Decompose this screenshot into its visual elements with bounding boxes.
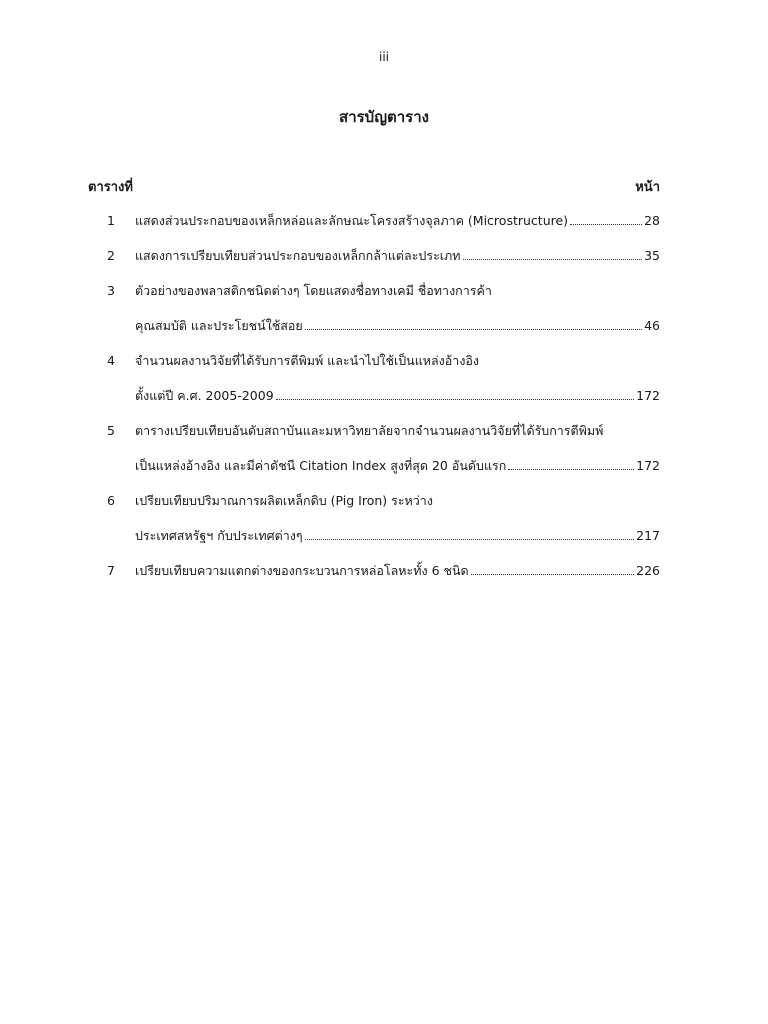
entry-page: 35 bbox=[644, 248, 660, 263]
entry-number: 2 bbox=[107, 248, 115, 263]
entry-number: 5 bbox=[107, 423, 115, 438]
dot-leader bbox=[463, 258, 643, 260]
entry-title: ตารางเปรียบเทียบอันดับสถาบันและมหาวิทยาลัยจากจำนวนผลงานวิจัยที่ได้รับการตีพิมพ์ bbox=[135, 423, 604, 438]
entry-title: แสดงการเปรียบเทียบส่วนประกอบของเหล็กกล้าแต่ละประเภท bbox=[135, 248, 461, 263]
toc-entry bbox=[104, 211, 660, 231]
toc-entry bbox=[104, 351, 660, 371]
toc-entry bbox=[104, 246, 660, 266]
entry-title-line2: ตั้งแต่ปี ค.ศ. 2005-2009 bbox=[135, 388, 274, 403]
toc-entry-continuation bbox=[104, 316, 660, 336]
toc-entry bbox=[104, 421, 660, 441]
dot-leader bbox=[305, 538, 635, 540]
entry-title-line2: เป็นแหล่งอ้างอิง และมีค่าดัชนี Citation Index สูงที่สุด 20 อันดับแรก bbox=[135, 458, 507, 473]
entry-page: 28 bbox=[644, 213, 660, 228]
entry-number: 1 bbox=[107, 213, 115, 228]
entry-number: 3 bbox=[107, 283, 115, 298]
entry-page: 226 bbox=[636, 563, 660, 578]
page-number: iii bbox=[378, 50, 389, 64]
toc-entry-continuation bbox=[104, 456, 660, 476]
entry-title: เปรียบเทียบความแตกต่างของกระบวนการหล่อโลหะทั้ง 6 ชนิด bbox=[135, 563, 469, 578]
toc-entry bbox=[104, 561, 660, 581]
page-title: สารบัญตาราง bbox=[339, 108, 429, 126]
entry-title: จำนวนผลงานวิจัยที่ได้รับการตีพิมพ์ และนำไปใช้เป็นแหล่งอ้างอิง bbox=[135, 353, 480, 368]
dot-leader bbox=[305, 328, 642, 330]
dot-leader bbox=[570, 223, 642, 225]
entry-page: 217 bbox=[636, 528, 660, 543]
header-table-number: ตารางที่ bbox=[88, 180, 133, 195]
entry-title: เปรียบเทียบปริมาณการผลิตเหล็กดิบ (Pig Iron) ระหว่าง bbox=[135, 493, 433, 508]
dot-leader bbox=[508, 468, 634, 470]
toc-entry bbox=[104, 491, 660, 511]
entry-page: 172 bbox=[636, 458, 660, 473]
entry-title: แสดงส่วนประกอบของเหล็กหล่อและลักษณะโครงสร้างจุลภาค (Microstructure) bbox=[135, 213, 569, 228]
entry-page: 172 bbox=[636, 388, 660, 403]
entry-page: 46 bbox=[644, 318, 660, 333]
entry-title-line2: คุณสมบัติ และประโยชน์ใช้สอย bbox=[135, 318, 303, 333]
dot-leader bbox=[471, 573, 634, 575]
entry-number: 4 bbox=[107, 353, 115, 368]
toc-entry-continuation bbox=[104, 386, 660, 406]
entry-title-line2: ประเทศสหรัฐฯ กับประเทศต่างๆ bbox=[135, 528, 303, 543]
toc-entry-continuation bbox=[104, 526, 660, 546]
entry-number: 6 bbox=[107, 493, 115, 508]
header-page: หน้า bbox=[635, 180, 660, 195]
dot-leader bbox=[276, 398, 634, 400]
entry-number: 7 bbox=[107, 563, 115, 578]
toc-entry bbox=[104, 281, 660, 301]
entry-title: ตัวอย่างของพลาสติกชนิดต่างๆ โดยแสดงชื่อทางเคมี ชื่อทางการค้า bbox=[135, 283, 492, 298]
